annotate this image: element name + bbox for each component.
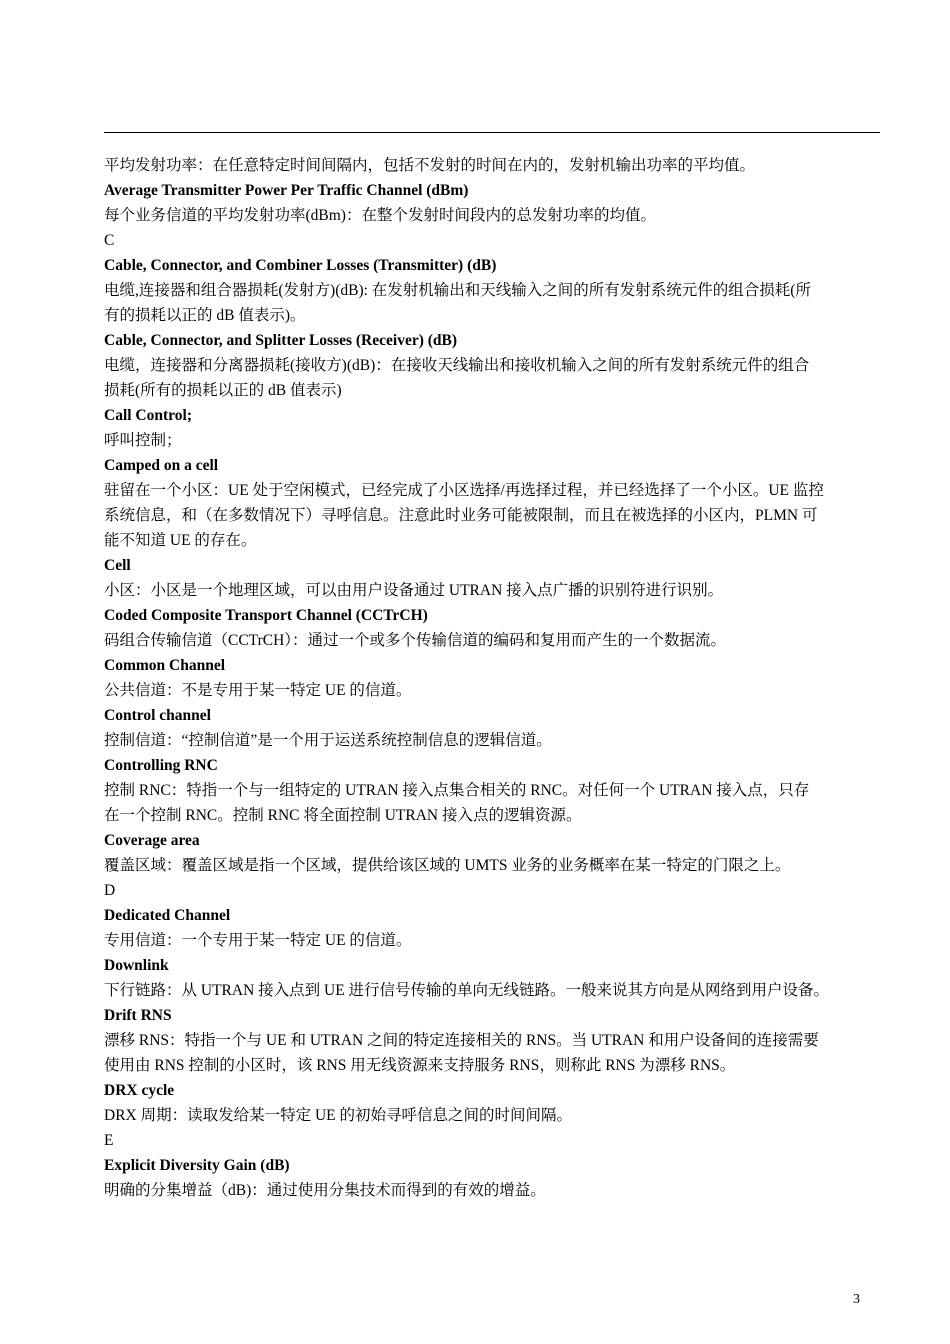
definition-line: 电缆，连接器和分离器损耗(接收方)(dB)：在接收天线输出和接收机输入之间的所有发射系统元件的组合 (104, 357, 810, 374)
definition-line: D (104, 882, 116, 899)
term-heading: Call Control; (104, 407, 192, 424)
definition-line: 有的损耗以正的 dB 值表示)。 (104, 307, 306, 324)
definition-line: 控制 RNC：特指一个与一组特定的 UTRAN 接入点集合相关的 RNC。对任何一个 UTRAN 接入点，只存 (104, 782, 810, 799)
definition-line: 覆盖区域：覆盖区域是指一个区域，提供给该区域的 UMTS 业务的业务概率在某一特定的门限之上。 (104, 857, 791, 874)
definition-line: 码组合传输信道（CCTrCH）：通过一个或多个传输信道的编码和复用而产生的一个数据流。 (104, 632, 727, 649)
term-heading: Cable, Connector, and Combiner Losses (Transmitter) (dB) (104, 257, 497, 274)
definition-line: 控制信道：“控制信道”是一个用于运送系统控制信息的逻辑信道。 (104, 732, 552, 749)
term-heading: Common Channel (104, 657, 226, 674)
definition-line: 损耗(所有的损耗以正的 dB 值表示) (104, 382, 342, 399)
term-heading: Controlling RNC (104, 757, 218, 774)
term-heading: DRX cycle (104, 1082, 175, 1099)
definition-line: 使用由 RNS 控制的小区时，该 RNS 用无线资源来支持服务 RNS，则称此 RNS 为漂移 RNS。 (104, 1057, 736, 1074)
definition-line: 呼叫控制； (104, 432, 182, 449)
term-heading: Camped on a cell (104, 457, 219, 474)
term-heading: Downlink (104, 957, 169, 974)
definition-line: E (104, 1132, 114, 1149)
definition-line: 每个业务信道的平均发射功率(dBm)：在整个发射时间段内的总发射功率的均值。 (104, 207, 656, 224)
term-heading: Dedicated Channel (104, 907, 231, 924)
definition-line: C (104, 232, 115, 249)
glossary-body (104, 153, 880, 1203)
term-heading: Control channel (104, 707, 211, 724)
term-heading: Coverage area (104, 832, 200, 849)
header-rule (104, 132, 880, 133)
definition-line: 系统信息，和（在多数情况下）寻呼信息。注意此时业务可能被限制，而且在被选择的小区内，PLMN 可 (104, 507, 818, 524)
definition-line: 公共信道：不是专用于某一特定 UE 的信道。 (104, 682, 412, 699)
term-heading: Cable, Connector, and Splitter Losses (Receiver) (dB) (104, 332, 458, 349)
definition-line: DRX 周期：读取发给某一特定 UE 的初始寻呼信息之间的时间间隔。 (104, 1107, 573, 1124)
definition-line: 专用信道：一个专用于某一特定 UE 的信道。 (104, 932, 412, 949)
definition-line: 平均发射功率：在任意特定时间间隔内，包括不发射的时间在内的，发射机输出功率的平均值。 (104, 157, 756, 174)
term-heading: Explicit Diversity Gain (dB) (104, 1157, 290, 1174)
definition-line: 在一个控制 RNC。控制 RNC 将全面控制 UTRAN 接入点的逻辑资源。 (104, 807, 582, 824)
term-heading: Cell (104, 557, 131, 574)
definition-line: 漂移 RNS：特指一个与 UE 和 UTRAN 之间的特定连接相关的 RNS。当 UTRAN 和用户设备间的连接需要 (104, 1032, 819, 1049)
definition-line: 明确的分集增益（dB)：通过使用分集技术而得到的有效的增益。 (104, 1182, 546, 1199)
definition-line: 电缆,连接器和组合器损耗(发射方)(dB): 在发射机输出和天线输入之间的所有发射系统元件的组合损耗(所 (104, 282, 811, 299)
term-heading: Drift RNS (104, 1007, 172, 1024)
page-number: 3 (853, 1292, 860, 1307)
term-heading: Average Transmitter Power Per Traffic Channel (dBm) (104, 182, 469, 199)
definition-line: 下行链路：从 UTRAN 接入点到 UE 进行信号传输的单向无线链路。一般来说其方向是从网络到用户设备。 (104, 982, 830, 999)
term-heading: Coded Composite Transport Channel (CCTrCH) (104, 607, 428, 624)
definition-line: 驻留在一个小区：UE 处于空闲模式，已经完成了小区选择/再选择过程，并已经选择了一个小区。UE 监控 (104, 482, 824, 499)
definition-line: 能不知道 UE 的存在。 (104, 532, 257, 549)
definition-line: 小区：小区是一个地理区域，可以由用户设备通过 UTRAN 接入点广播的识别符进行识别。 (104, 582, 724, 599)
